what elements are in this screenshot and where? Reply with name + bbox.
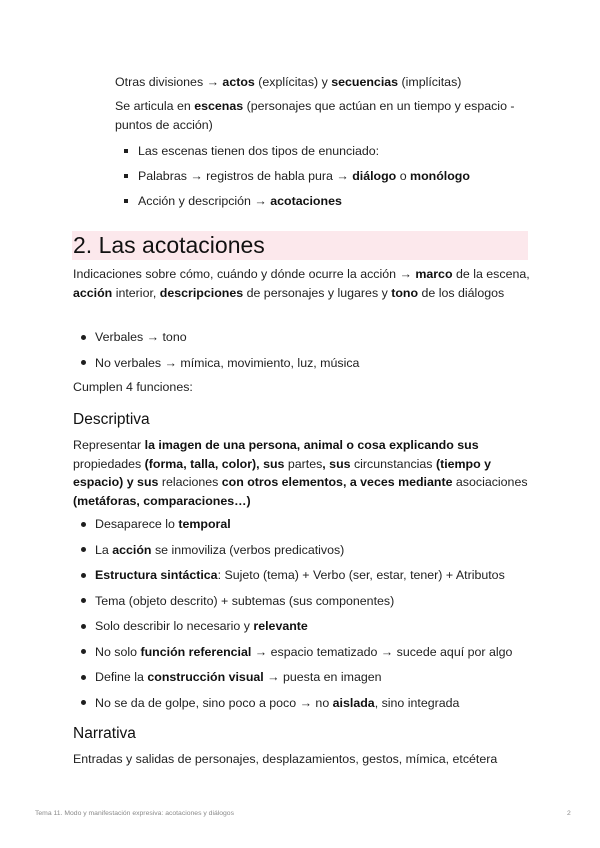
bold-term: descripciones: [159, 285, 244, 300]
acotaciones-intro: Indicaciones sobre cómo, cuándo y dónde ocurre la acción → marco de la escena, acción interior, descripciones de personajes y lugares y tono de los diálogos: [73, 267, 530, 300]
bold-term: , sus: [322, 456, 354, 471]
bold-term: diálogo: [352, 169, 397, 183]
bold-term: (tiempo y espacio) y sus: [73, 456, 492, 489]
bold-term: marco: [415, 267, 453, 281]
bold-term: relevante: [253, 619, 308, 633]
list-item: Palabras → registros de habla pura → diálogo o monólogo: [124, 167, 534, 192]
acotaciones-types-list: [80, 328, 530, 379]
list-item: No solo función referencial → espacio tematizado → sucede aquí por algo: [80, 643, 530, 669]
bold-term: tono: [391, 285, 419, 300]
bold-term: construcción visual: [147, 670, 264, 684]
narrativa-paragraph: Entradas y salidas de personajes, desplazamientos, gestos, mímica, etcétera: [73, 752, 498, 766]
bold-term: con otros elementos, a veces mediante: [218, 475, 456, 489]
intro-line-scenes: Se articula en escenas (personajes que actúan en un tiempo y espacio - puntos de acción): [115, 99, 515, 132]
bold-term: aislada: [332, 695, 375, 710]
list-item: Las escenas tienen dos tipos de enunciado:: [124, 142, 534, 167]
list-item: La acción se inmoviliza (verbos predicativos): [80, 541, 530, 567]
subheading-narrativa: Narrativa: [73, 725, 136, 742]
bold-term: la imagen de una persona, animal o cosa explicando sus: [141, 438, 479, 452]
list-item: Estructura sintáctica: Sujeto (tema) + Verbo (ser, estar, tener) + Atributos: [80, 566, 530, 592]
list-item: Verbales → tono: [80, 328, 530, 354]
bold-term: actos: [222, 75, 255, 89]
bold-term: (metáforas, comparaciones…): [73, 493, 251, 508]
page-number: 2: [567, 810, 571, 817]
list-item: Desaparece lo temporal: [80, 515, 530, 541]
bold-term: secuencias: [331, 75, 399, 89]
subheading-descriptiva: Descriptiva: [73, 411, 150, 428]
bold-term: temporal: [178, 517, 231, 531]
list-item: Acción y descripción → acotaciones: [124, 192, 534, 217]
intro-line-divisions: Otras divisiones → actos (explícitas) y secuencias (implícitas): [115, 75, 462, 89]
page-footer: Tema 11. Modo y manifestación expresiva: acotaciones y diálogos: [35, 810, 234, 817]
bold-term: acotaciones: [270, 194, 342, 208]
section-title: 2. Las acotaciones: [73, 232, 265, 258]
descriptiva-list: [80, 515, 530, 719]
bold-term: Estructura sintáctica: [95, 568, 218, 582]
bold-term: acción: [112, 542, 152, 557]
bold-term: (forma, talla, color), sus: [141, 456, 288, 471]
bold-term: función referencial: [140, 644, 252, 659]
list-item: Define la construcción visual → puesta en imagen: [80, 668, 530, 694]
list-item: No se da de golpe, sino poco a poco → no aislada, sino integrada: [80, 694, 530, 720]
bold-term: monólogo: [410, 169, 470, 183]
bold-term: acción: [73, 285, 113, 300]
list-item: Tema (objeto descrito) + subtemas (sus componentes): [80, 592, 530, 618]
scenes-sublist: [124, 142, 534, 217]
functions-line: Cumplen 4 funciones:: [73, 380, 193, 394]
bold-term: escenas: [194, 99, 244, 113]
list-item: No verbales → mímica, movimiento, luz, música: [80, 354, 530, 380]
descriptiva-paragraph: Representar la imagen de una persona, animal o cosa explicando sus propiedades (forma, talla, color), sus partes, sus circunstancias (tiempo y espacio) y sus relaciones con otros elementos, a veces mediante asociaciones (metáforas, comparaciones…): [73, 438, 528, 508]
list-item: Solo describir lo necesario y relevante: [80, 617, 530, 643]
